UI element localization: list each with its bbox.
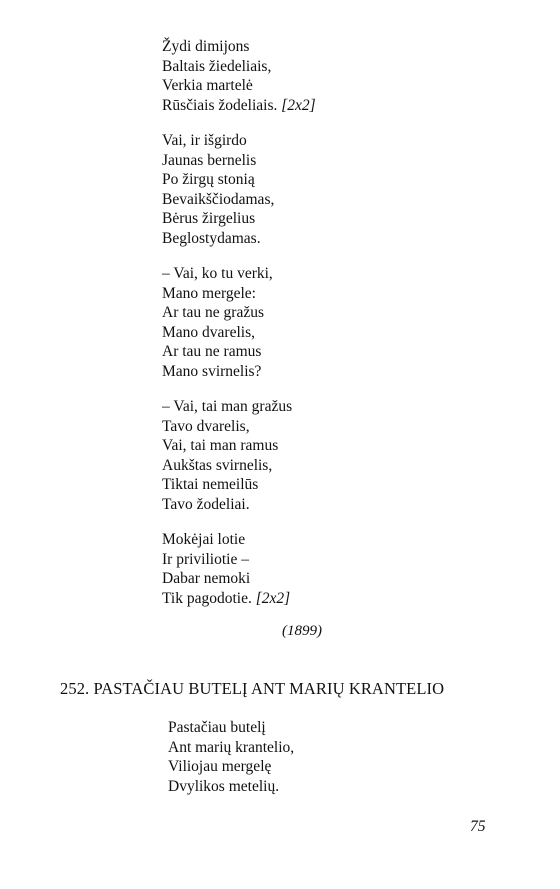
verse-line: Mokėjai lotie: [162, 531, 246, 548]
verse-line: Tiktai nemeilūs: [162, 476, 259, 493]
verse-line: Ant marių krantelio,: [168, 738, 295, 756]
verse-line: Vai, tai man ramus: [162, 437, 279, 454]
stanza-4: [162, 397, 292, 514]
verse-line: Tavo žodeliai.: [162, 495, 250, 513]
verse-line: Beglostydamas.: [162, 229, 261, 247]
verse-line: Mano mergele:: [162, 284, 256, 302]
verse-line: Jaunas bernelis: [162, 151, 257, 169]
song-title: 252. PASTAČIAU BUTELĮ ANT MARIŲ KRANTELIO: [60, 679, 445, 698]
verse-line: Mano svirnelis?: [162, 362, 262, 380]
verse-line: Aukštas svirnelis,: [162, 456, 273, 474]
verse-line: Verkia martelė: [162, 77, 253, 94]
verse-line: Ar tau ne gražus: [162, 304, 264, 321]
verse-line: Ar tau ne ramus: [162, 343, 262, 360]
repeat-marker: [2x2]: [255, 589, 291, 607]
page-number: 75: [470, 818, 486, 835]
verse-line: [162, 589, 290, 609]
stanza-5: [162, 530, 290, 608]
verse-line: – Vai, ko tu verki,: [162, 265, 273, 282]
stanza-3: [162, 264, 273, 381]
verse-line: Viliojau mergelę: [168, 758, 272, 775]
verse-line: Dvylikos metelių.: [168, 777, 280, 795]
verse-line: Žydi dimijons: [162, 38, 250, 55]
song-date: (1899): [282, 623, 322, 639]
verse-line: Vai, ir išgirdo: [162, 132, 247, 149]
verse-line: Tavo dvarelis,: [162, 417, 250, 435]
verse-line: Po žirgų stonią: [162, 171, 255, 188]
verse-line: Dabar nemoki: [162, 570, 251, 587]
verse-line: Bevaikščiodamas,: [162, 190, 275, 208]
repeat-marker: [2x2]: [281, 96, 316, 114]
verse-line: [162, 96, 316, 116]
verse-line: Pastačiau butelį: [168, 719, 266, 736]
stanza-song-252: [168, 718, 294, 796]
verse-text: Tik pagodotie.: [162, 589, 252, 607]
verse-line: Baltais žiedeliais,: [162, 57, 272, 75]
verse-line: Bėrus žirgelius: [162, 210, 256, 227]
stanza-2: [162, 131, 274, 248]
verse-line: – Vai, tai man gražus: [162, 398, 293, 415]
verse-text: Rūsčiais žodeliais.: [162, 96, 278, 114]
verse-line: Mano dvarelis,: [162, 323, 255, 341]
stanza-1: [162, 37, 316, 115]
verse-line: Ir priviliotie –: [162, 550, 249, 568]
